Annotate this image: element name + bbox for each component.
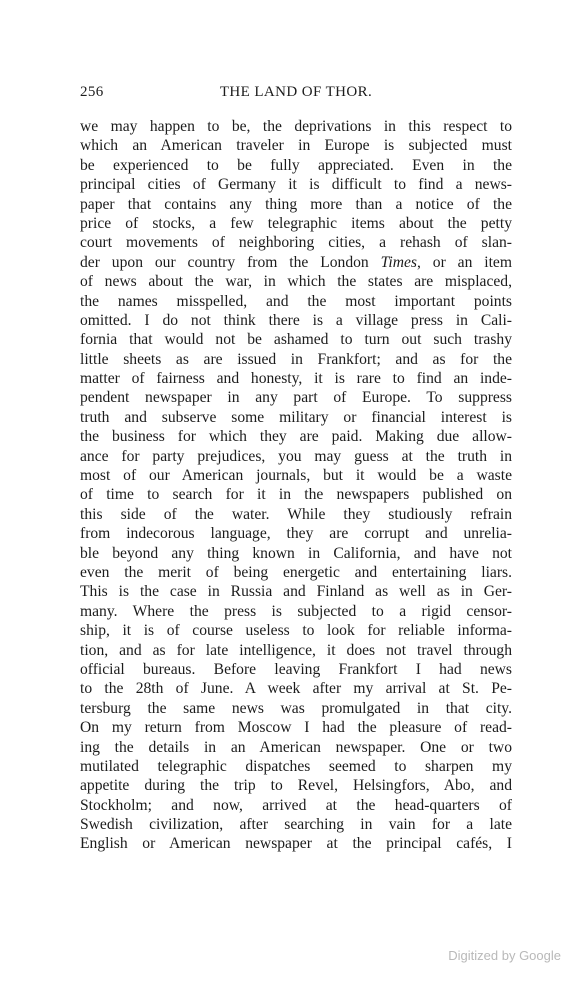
- text-line: little sheets as are issued in Frankfort; and as for the: [80, 350, 512, 368]
- text-line: we may happen to be, the deprivations in this respect to: [80, 118, 512, 135]
- text-line: to the 28th of June. A week after my arrival at St. Pe-: [80, 680, 512, 698]
- digitization-watermark: Digitized by Google: [448, 948, 561, 963]
- text-line: official bureaus. Before leaving Frankfort I had news: [80, 660, 512, 678]
- text-line: On my return from Moscow I had the pleasure of read-: [80, 719, 512, 737]
- text-line: der upon our country from the London Times, or an item: [80, 253, 512, 271]
- running-header: [80, 84, 512, 104]
- text-line: principal cities of Germany it is difficult to find a news-: [80, 176, 512, 194]
- running-title: THE LAND OF THOR.: [219, 84, 373, 100]
- text-line: Stockholm; and now, arrived at the head-quarters of: [80, 796, 512, 814]
- text-line: matter of fairness and honesty, it is rare to find an inde-: [80, 370, 512, 388]
- text-line: This is the case in Russia and Finland as well as in Ger-: [80, 583, 512, 601]
- text-line: ble beyond any thing known in California, and have not: [80, 544, 512, 562]
- text-line: many. Where the press is subjected to a rigid censor-: [80, 602, 512, 620]
- text-line: which an American traveler in Europe is subjected must: [80, 137, 512, 155]
- text-line: mutilated telegraphic dispatches seemed to sharpen my: [80, 757, 512, 775]
- text-line: ance for party prejudices, you may guess at the truth in: [80, 447, 512, 465]
- text-line: of news about the war, in which the states are misplaced,: [80, 273, 512, 291]
- text-line: most of our American journals, but it would be a waste: [80, 467, 512, 485]
- text-line: appetite during the trip to Revel, Helsingfors, Abo, and: [80, 777, 512, 795]
- text-line: tion, and as for late intelligence, it does not travel through: [80, 641, 512, 659]
- text-line: of time to search for it in the newspapers published on: [80, 486, 512, 504]
- text-line: court movements of neighboring cities, a rehash of slan-: [80, 234, 512, 252]
- text-line: truth and subserve some military or financial interest is: [80, 408, 512, 426]
- text-line: English or American newspaper at the principal cafés, I: [80, 835, 512, 853]
- text-line: Swedish civilization, after searching in vain for a late: [80, 816, 512, 834]
- text-line: price of stocks, a few telegraphic items about the petty: [80, 214, 512, 232]
- text-line: ing the details in an American newspaper. One or two: [80, 738, 512, 756]
- text-line: pendent newspaper in any part of Europe. To suppress: [80, 389, 512, 407]
- text-line: the names misspelled, and the most important points: [80, 292, 512, 310]
- text-line: be experienced to be fully appreciated. Even in the: [80, 156, 512, 174]
- text-line: fornia that would not be ashamed to turn out such trashy: [80, 331, 512, 349]
- text-line: the business for which they are paid. Making due allow-: [80, 428, 512, 446]
- text-line: from indecorous language, they are corrupt and unrelia-: [80, 525, 512, 543]
- body-text: [80, 117, 512, 854]
- page-number: 256: [80, 84, 104, 100]
- text-line: even the merit of being energetic and entertaining liars.: [80, 563, 512, 581]
- text-line: paper that contains any thing more than a notice of the: [80, 195, 512, 213]
- text-line: tersburg the same news was promulgated in that city.: [80, 699, 512, 717]
- text-line: this side of the water. While they studiously refrain: [80, 505, 512, 523]
- text-line: omitted. I do not think there is a village press in Cali-: [80, 311, 512, 329]
- text-line: ship, it is of course useless to look for reliable informa-: [80, 622, 512, 640]
